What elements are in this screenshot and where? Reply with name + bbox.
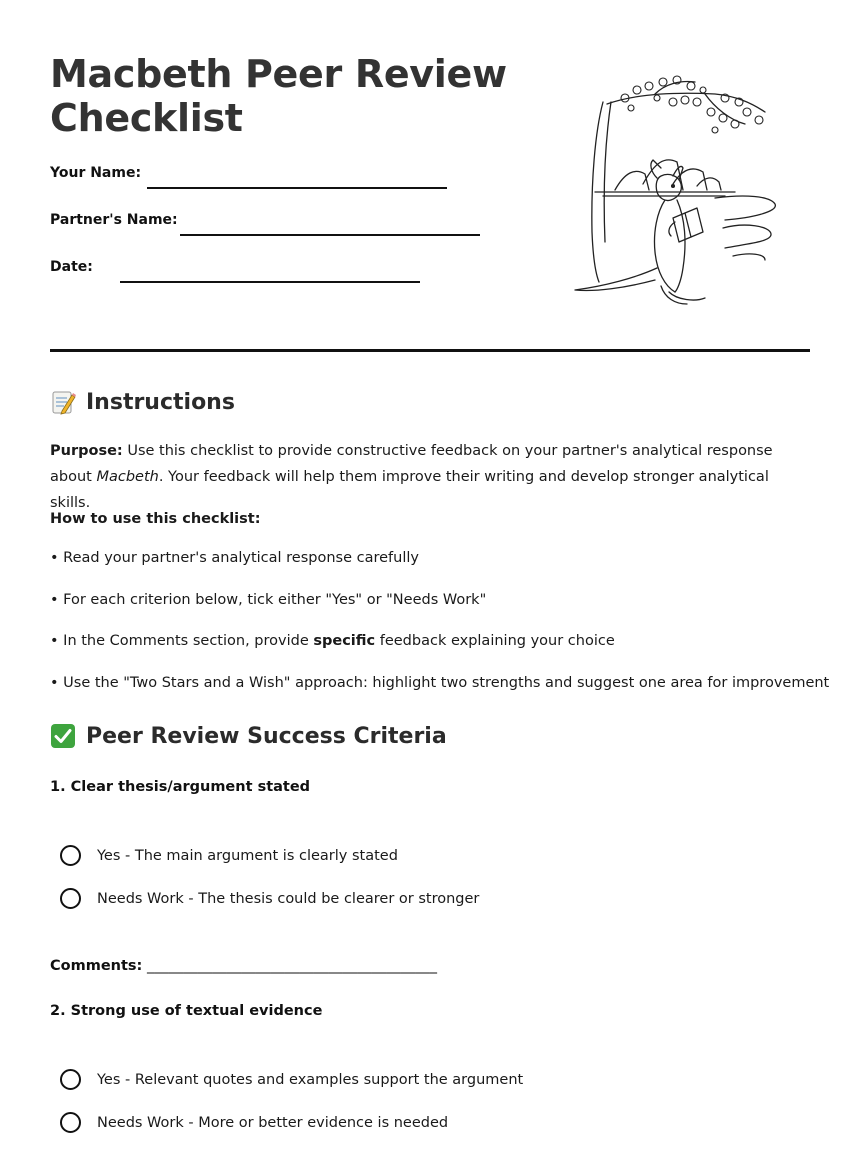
date-field xyxy=(50,259,93,275)
criterion-1-needs-work-radio[interactable] xyxy=(60,888,81,909)
partner-name-field xyxy=(50,212,178,228)
criterion-2-yes-option[interactable]: Yes - Relevant quotes and examples support the argument xyxy=(60,1069,523,1090)
date-line[interactable] xyxy=(120,281,420,283)
instruction-bullet-3: • In the Comments section, provide specific feedback explaining your choice xyxy=(50,633,615,649)
criterion-1-needs-work-option[interactable]: Needs Work - The thesis could be clearer or stronger xyxy=(60,888,479,909)
memo-icon xyxy=(50,389,76,415)
partner-name-line[interactable] xyxy=(180,234,480,236)
criterion-1-comments[interactable]: Comments: ________________________________________ xyxy=(50,958,437,974)
purpose-text-2: . Your feedback will help them improve their writing and develop stronger analytical skills. xyxy=(50,469,769,511)
criterion-1-yes-radio[interactable] xyxy=(60,845,81,866)
purpose-text-1: Use this checklist to provide constructive feedback on your partner's analytical response about xyxy=(50,443,773,485)
section-divider xyxy=(50,349,810,352)
your-name-field xyxy=(50,165,141,181)
how-to-label: How to use this checklist: xyxy=(50,511,261,527)
purpose-paragraph xyxy=(50,438,810,516)
criterion-2-needs-work-option[interactable]: Needs Work - More or better evidence is needed xyxy=(60,1112,448,1133)
criterion-2-title: 2. Strong use of textual evidence xyxy=(50,1003,323,1019)
purpose-label: Purpose: xyxy=(50,443,123,459)
partner-name-label: Partner's Name: xyxy=(50,212,178,228)
instruction-bullet-1: • Read your partner's analytical response carefully xyxy=(50,550,419,566)
check-mark-button-icon xyxy=(50,723,76,749)
criterion-2-needs-work-radio[interactable] xyxy=(60,1112,81,1133)
your-name-line[interactable] xyxy=(147,187,447,189)
instructions-heading: Instructions xyxy=(50,389,235,415)
page-title: Macbeth Peer Review Checklist xyxy=(50,52,507,140)
instruction-bullet-4: • Use the "Two Stars and a Wish" approach: highlight two strengths and suggest one area for improvement xyxy=(50,675,830,691)
date-label: Date: xyxy=(50,259,93,275)
kangaroo-reading-illustration xyxy=(565,72,795,312)
criterion-1-yes-option[interactable]: Yes - The main argument is clearly stated xyxy=(60,845,398,866)
criteria-heading: Peer Review Success Criteria xyxy=(50,723,447,749)
your-name-label: Your Name: xyxy=(50,165,142,181)
criterion-1-title: 1. Clear thesis/argument stated xyxy=(50,779,311,795)
worksheet-page xyxy=(50,0,830,1161)
instruction-bullet-2: • For each criterion below, tick either "Yes" or "Needs Work" xyxy=(50,592,487,608)
criterion-2-yes-radio[interactable] xyxy=(60,1069,81,1090)
purpose-title: Macbeth xyxy=(96,469,159,485)
